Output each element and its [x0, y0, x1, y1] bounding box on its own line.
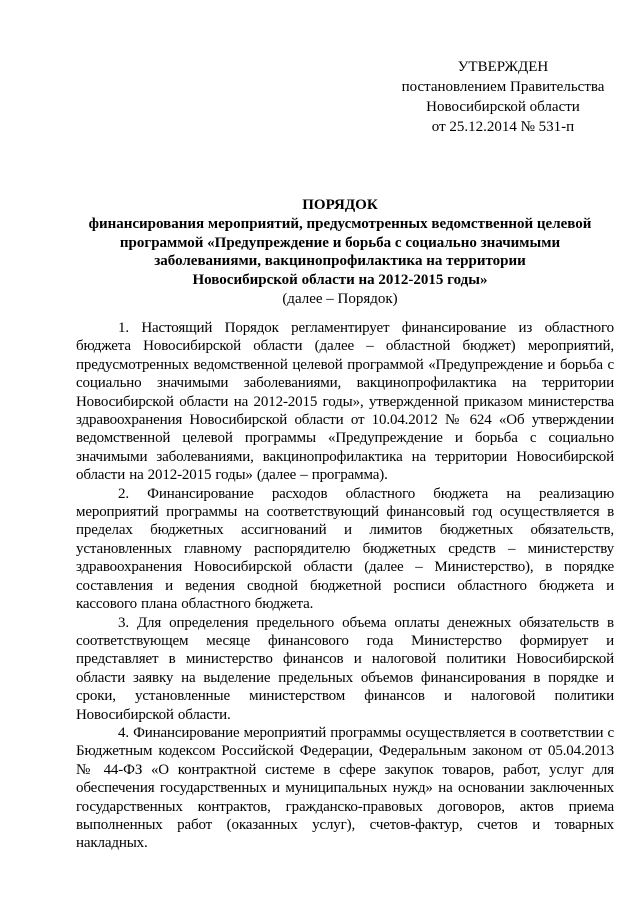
- title-line-4: Новосибирской области на 2012-2015 годы»: [192, 272, 488, 289]
- document-title: [60, 196, 620, 309]
- paragraph-2: 2. Финансирование расходов областного бюджета на реализацию мероприятий программы на соответствующий финансовый год осуществляется в пределах бюджетных ассигнований и лимитов бюджетных обязательств, установленных главному распорядителю бюджетных средств – министерству здравоохранения Новосибирской области (далее – Министерство), в порядке составления и ведения сводной бюджетной росписи областного бюджета и кассового плана областного бюджета.: [76, 485, 614, 613]
- title-note: (далее – Порядок): [282, 290, 398, 307]
- document-body: [76, 319, 614, 853]
- paragraph-1: 1. Настоящий Порядок регламентирует финансирование из областного бюджета Новосибирской области (далее – областной бюджет) мероприятий, предусмотренных ведомственной целевой программой «Предупреждение и борьба с социально значимыми заболеваниями, вакцинопрофилактика на территории Новосибирской области на 2012-2015 годы», утвержденной приказом министерства здравоохранения Новосибирской области от 10.04.2012 № 624 «Об утверждении ведомственной целевой программы «Предупреждение и борьба с социально значимыми заболеваниями, вакцинопрофилактика на территории Новосибирской области на 2012-2015 годы» (далее – программа).: [76, 320, 614, 484]
- paragraph-4: 4. Финансирование мероприятий программы осуществляется в соответствии с Бюджетным кодексом Российской Федерации, Федеральным законом от 05.04.2013 № 44-ФЗ «О контрактной системе в сфере закупок товаров, работ, услуг для обеспечения государственных и муниципальных нужд» на основании заключенных государственных контрактов, гражданско-правовых договоров, актов приема выполненных работ (оказанных услуг), счетов-фактур, счетов и товарных накладных.: [76, 724, 614, 852]
- approval-line-3: Новосибирской области: [426, 99, 580, 115]
- approval-date-number: от 25.12.2014 № 531-п: [431, 119, 575, 135]
- paragraph-3: 3. Для определения предельного объема оплаты денежных обязательств в соответствующем месяце финансового года Министерство формирует и представляет в министерство финансов и налоговой политики Новосибирской области заявку на выделение предельных объемов финансирования в порядке и сроки, установленные министерством финансов и налоговой политики Новосибирской области.: [76, 614, 614, 723]
- title-heading: ПОРЯДОК: [302, 197, 378, 213]
- approval-title: УТВЕРЖДЕН: [457, 59, 549, 75]
- approval-line-2: постановлением Правительства: [401, 79, 605, 95]
- title-line-3: заболеваниями, вакцинопрофилактика на территории: [154, 253, 526, 270]
- title-line-2: программой «Предупреждение и борьба с социально значимыми: [119, 234, 561, 251]
- approval-stamp: [388, 57, 618, 137]
- title-line-1: финансирования мероприятий, предусмотренных ведомственной целевой: [88, 215, 592, 232]
